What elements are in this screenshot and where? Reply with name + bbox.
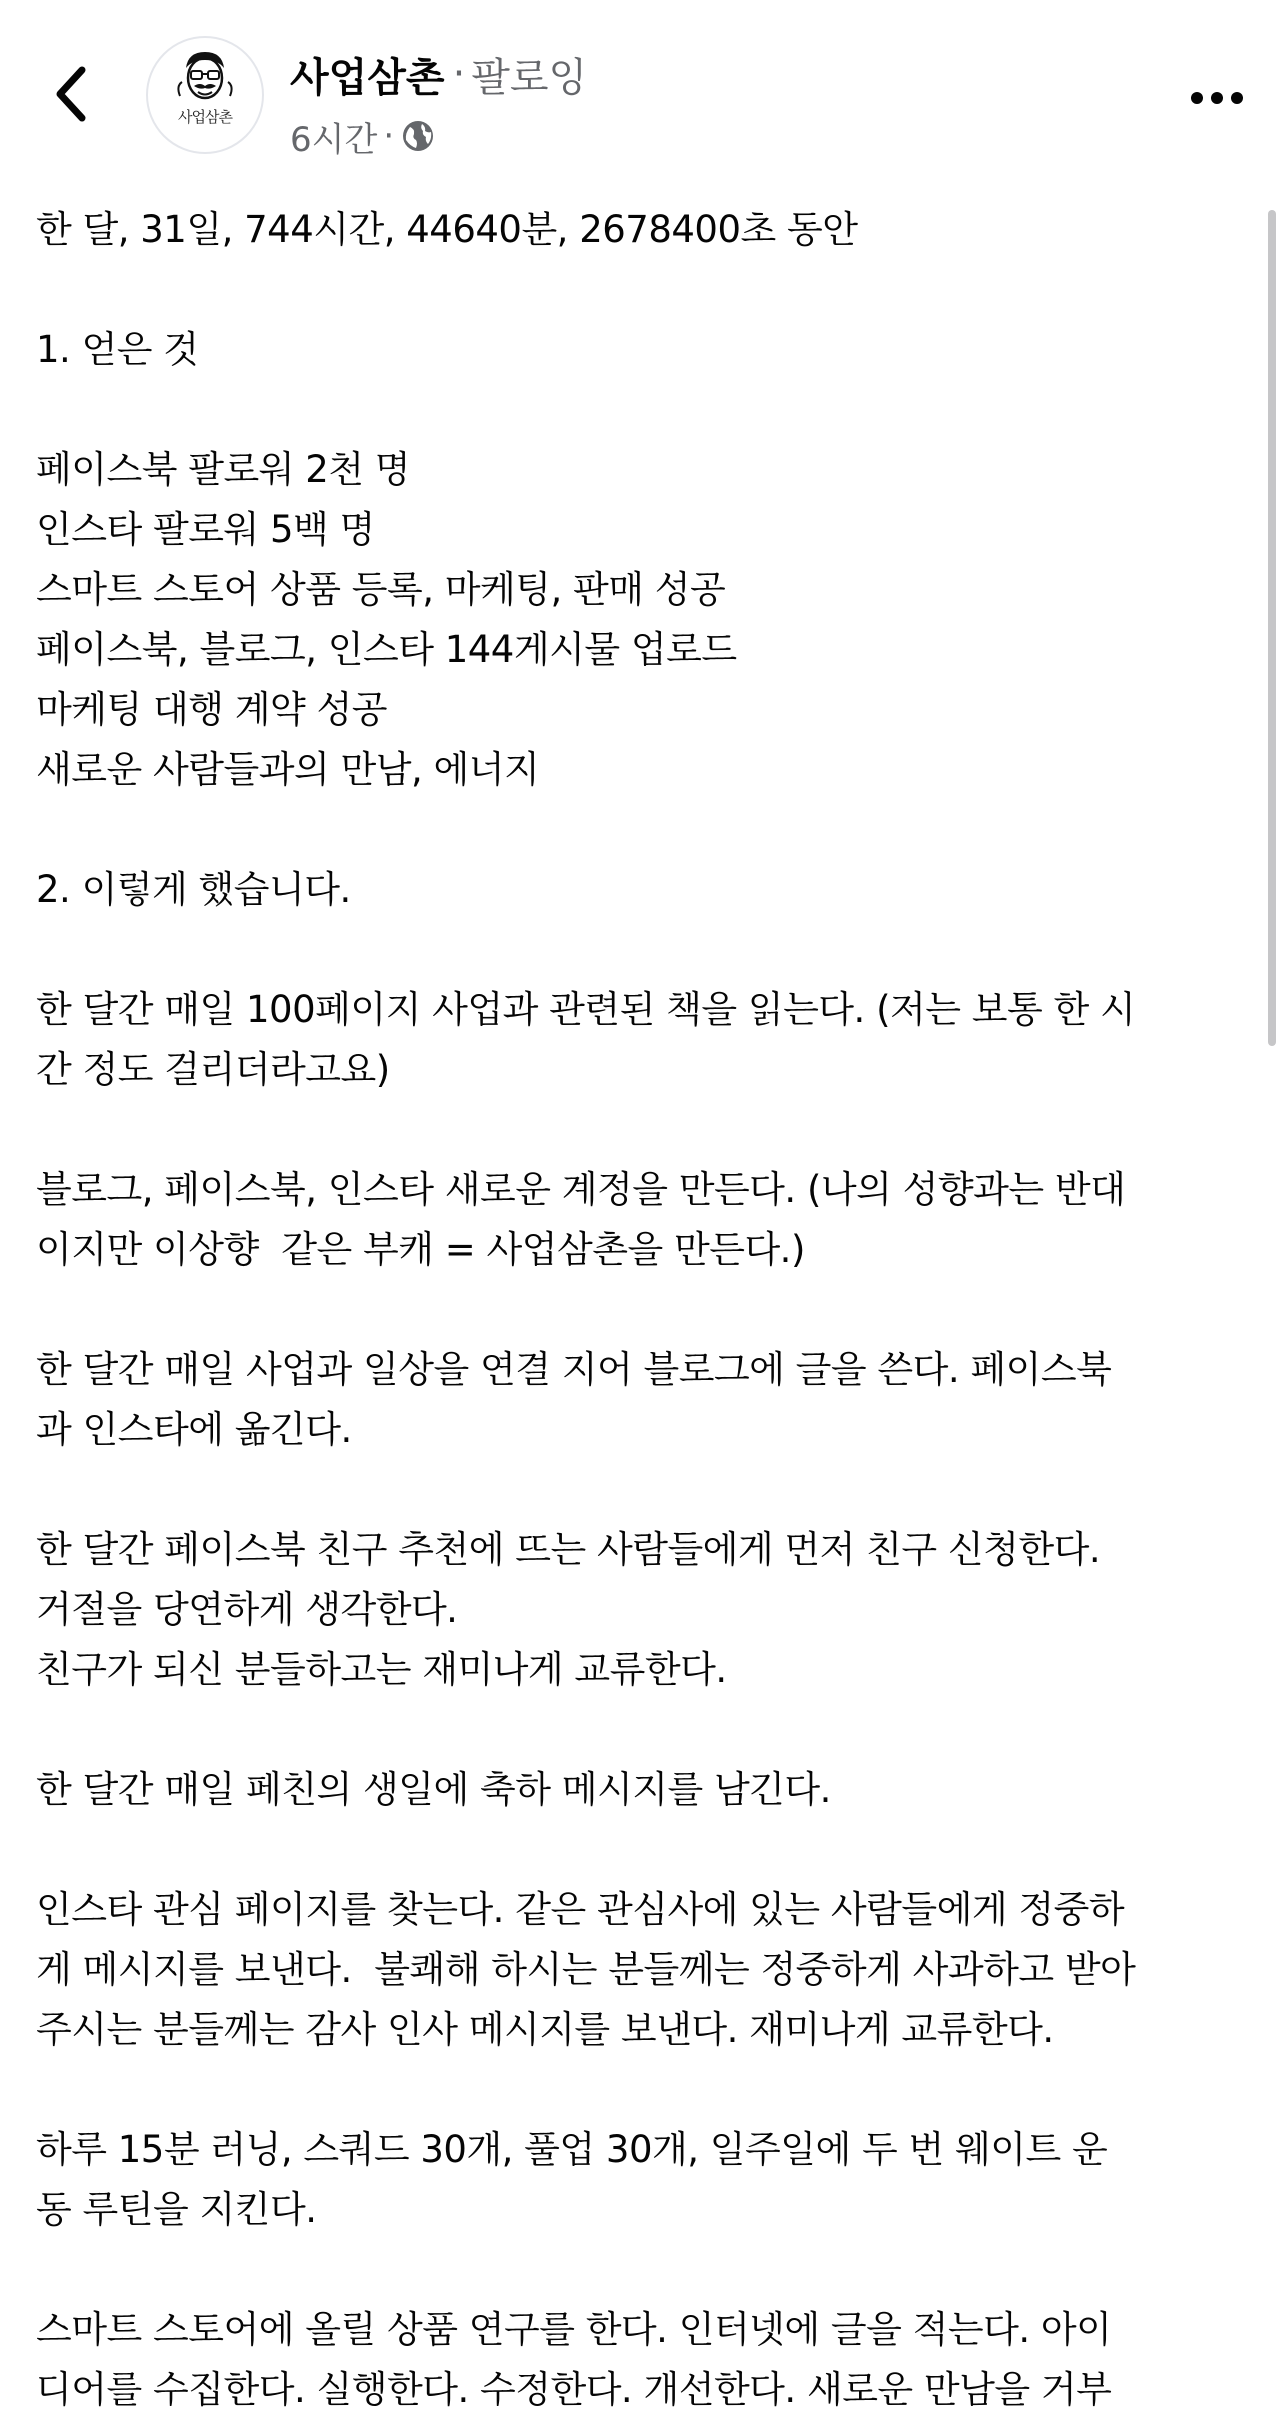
post-paragraph: 블로그, 페이스북, 인스타 새로운 계정을 만든다. (나의 성향과는 반대 이지만 이상향 같은 부캐 = 사업삼촌을 만든다.)	[36, 1168, 1126, 1271]
post-time[interactable]: 6시간	[290, 119, 378, 160]
post-paragraph: 1. 얻은 것	[36, 328, 199, 371]
post-paragraph: 한 달간 페이스북 친구 추천에 뜨는 사람들에게 먼저 친구 신청한다. 거절을 당연하게 생각한다. 친구가 되신 분들하고는 재미나게 교류한다.	[36, 1528, 1101, 1691]
back-button[interactable]	[40, 58, 100, 130]
follow-status-link[interactable]: 팔로잉	[471, 54, 588, 101]
post-paragraph: 페이스북 팔로워 2천 명 인스타 팔로워 5백 명 스마트 스토어 상품 등록, 마케팅, 판매 성공 페이스북, 블로그, 인스타 144게시물 업로드 마케팅 대행 계약 성공 새로운 사람들과의 만남, 에너지	[36, 448, 737, 791]
page-name[interactable]: 사업삼촌	[290, 54, 445, 101]
post-paragraph: 한 달간 매일 100페이지 사업과 관련된 책을 읽는다. (저는 보통 한 시 간 정도 걸리더라고요)	[36, 988, 1136, 1091]
globe-icon	[400, 118, 436, 154]
post-paragraph: 인스타 관심 페이지를 찾는다. 같은 관심사에 있는 사람들에게 정중하 게 메시지를 보낸다. 불쾌해 하시는 분들께는 정중하게 사과하고 받아 주시는 분들께는 감사 인사 메시지를 보낸다. 재미나게 교류한다.	[36, 1888, 1136, 2051]
name-separator: ·	[452, 51, 466, 97]
more-horizontal-icon	[1190, 91, 1244, 105]
scrollbar[interactable]	[1268, 210, 1276, 1046]
post-text	[36, 200, 1256, 2420]
meta-separator: ·	[383, 116, 395, 156]
author-row	[290, 44, 587, 104]
post-paragraph: 스마트 스토어에 올릴 상품 연구를 한다. 인터넷에 글을 적는다. 아이 디어를 수집한다. 실행한다. 수정한다. 개선한다. 새로운 만남을 거부	[36, 2308, 1112, 2411]
post-paragraph: 2. 이렇게 했습니다.	[36, 868, 351, 911]
post-header	[0, 0, 1284, 190]
avatar[interactable]	[146, 36, 264, 154]
post-paragraph: 한 달, 31일, 744시간, 44640분, 2678400초 동안	[36, 208, 858, 251]
post-paragraph: 한 달간 매일 사업과 일상을 연결 지어 블로그에 글을 쓴다. 페이스북 과 인스타에 옮긴다.	[36, 1348, 1112, 1451]
cartoon-face-logo	[148, 38, 262, 152]
avatar-caption: 사업삼촌	[178, 108, 232, 126]
more-options-button[interactable]	[1182, 72, 1252, 124]
chevron-left-icon	[52, 64, 88, 124]
post-meta	[290, 110, 436, 162]
post-paragraph: 한 달간 매일 페친의 생일에 축하 메시지를 남긴다.	[36, 1768, 831, 1811]
post-paragraph: 하루 15분 러닝, 스쿼드 30개, 풀업 30개, 일주일에 두 번 웨이트 운 동 루틴을 지킨다.	[36, 2128, 1108, 2231]
